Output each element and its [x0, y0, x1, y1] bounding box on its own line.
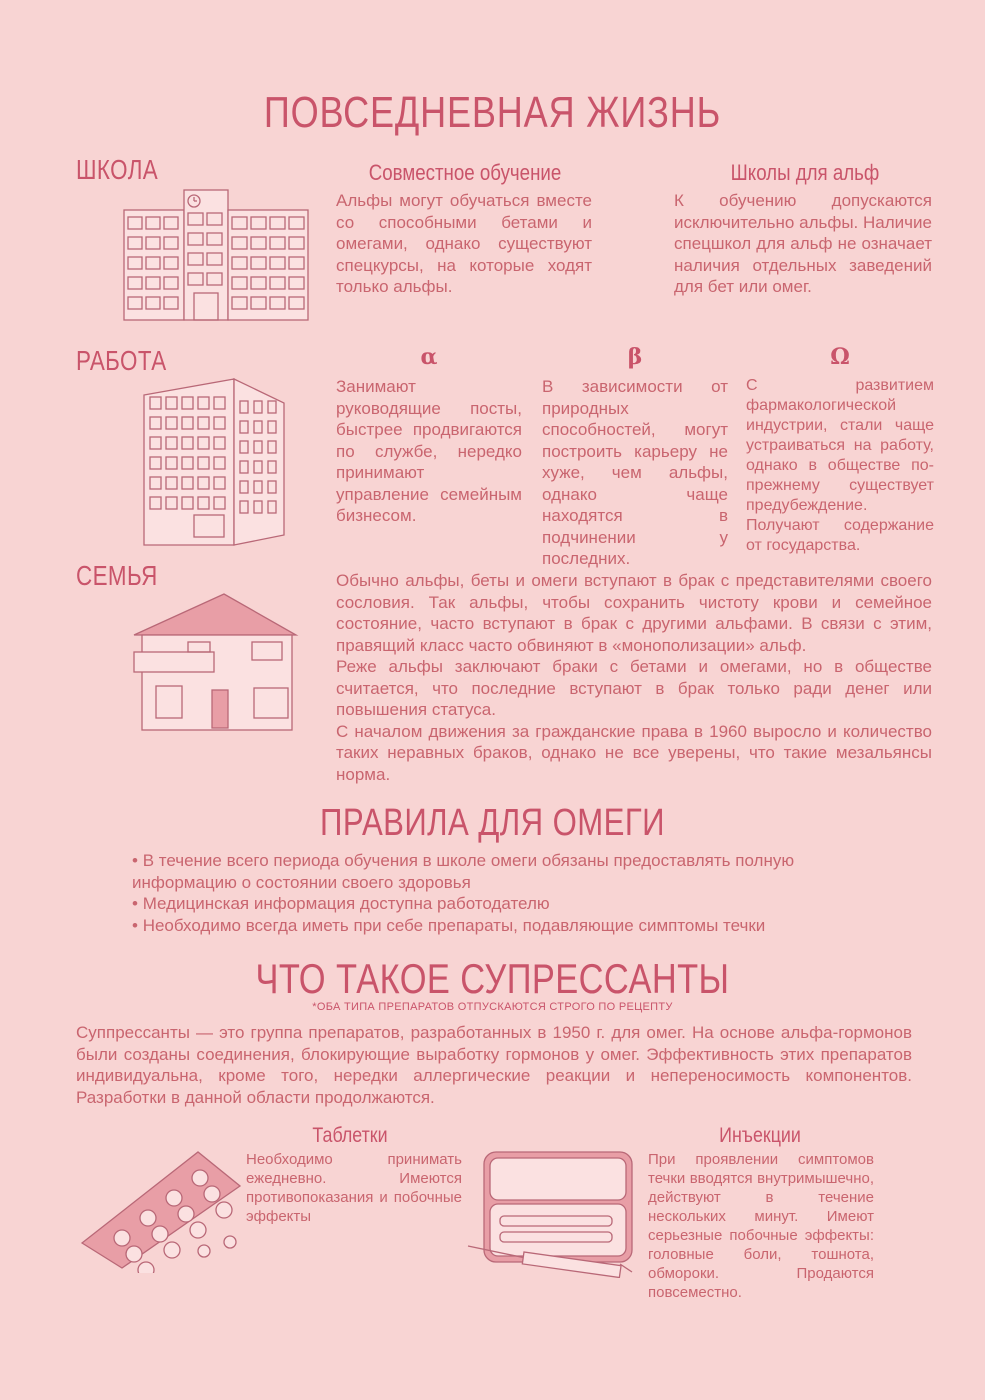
pills-text: Необходимо принимать ежедневно. Имеются противопоказания и побочные эффекты [246, 1151, 462, 1225]
work-omega-text: С развитием фармакологической индустрии, стали чаще устраиваться на работу, однако в обществе по-прежнему существует предубеждение. Получают содержание от государства. [746, 377, 934, 554]
injections-text: При проявлении симптомов течки вводятся внутримышечно, действуют в течение нескольких минут. Имеют серьезные побочные эффекты: головные боли, тошнота, обмороки. Продаются повсеместно. [648, 1151, 874, 1301]
work-beta-symbol: β [627, 344, 643, 370]
section-label-school: ШКОЛА [76, 154, 159, 185]
pills-heading: Таблетки [312, 1124, 388, 1147]
school-col1-text: Альфы могут обучаться вместе со способными бетами и омегами, однако существуют спецкурсы, на которые ходят только альфы. [336, 191, 592, 296]
school-col1-heading: Совместное обучение [368, 160, 562, 185]
section-label-work: РАБОТА [76, 345, 167, 376]
rules-item: • Необходимо всегда иметь при себе препараты, подавляющие симптомы течки [132, 915, 766, 935]
office-building-illustration [134, 375, 294, 547]
pill-blister-illustration [78, 1148, 248, 1273]
rules-list [132, 850, 852, 936]
school-col2-text: К обучению допускаются исключительно альфы. Наличие спецшкол для альф не означает наличия отдельных заведений для бет или омег. [674, 191, 932, 296]
family-paragraph: Реже альфы заключают браки с бетами и омегами, но в обществе считается, что последние вступают в брак только ради денег или повышения статуса. [336, 657, 932, 719]
suppressants-text: Суппрессанты — это группа препаратов, разработанных в 1950 г. для омег. На основе альфа-гормонов были созданы соединения, блокирующие выработку гормонов у омег. Эффективность этих препаратов индивидуальна, кроме того, нередки аллергические реакции и непереносимость компонентов. Разработки в данной области продолжаются. [76, 1023, 912, 1107]
family-paragraph: Обычно альфы, беты и омеги вступают в брак с представителями своего сословия. Так альфы, чтобы сохранить чистоту крови и семейное состояние, часто вступают в брак с другими альфами. В связи с этим, правящий класс часто обвиняют в «монополизации» альф. [336, 571, 932, 655]
work-alpha-text: Занимают руководящие посты, быстрее продвигаются по службе, нередко принимают управление семейным бизнесом. [336, 377, 522, 525]
injection-case-illustration [464, 1148, 636, 1278]
suppressants-title: ЧТО ТАКОЕ СУПРЕССАНТЫ [255, 955, 730, 1002]
section-label-family: СЕМЬЯ [76, 560, 158, 591]
injections-heading: Инъекции [719, 1124, 801, 1147]
school-building-illustration [118, 185, 318, 325]
school-col2-heading: Школы для альф [730, 160, 880, 185]
house-illustration [130, 590, 302, 735]
work-alpha-symbol: α [420, 344, 438, 370]
page-title: ПОВСЕДНЕВНАЯ ЖИЗНЬ [263, 88, 722, 137]
work-beta-text: В зависимости от природных способностей, могут построить карьеру не хуже, чем альфы, однако чаще находятся в подчинении у последних. [542, 377, 728, 568]
prescription-note: *ОБА ТИПА ПРЕПАРАТОВ ОТПУСКАЮТСЯ СТРОГО ПО РЕЦЕПТУ [312, 1001, 673, 1013]
rules-title: ПРАВИЛА ДЛЯ ОМЕГИ [320, 802, 665, 844]
rules-item: • Медицинская информация доступна работодателю [132, 894, 550, 913]
family-text-block [336, 570, 932, 785]
work-omega-symbol: Ω [830, 344, 850, 370]
rules-item: • В течение всего периода обучения в школе омеги обязаны предоставлять полную информацию о состоянии своего здоровья [132, 851, 795, 892]
family-paragraph: С началом движения за гражданские права в 1960 выросло и количество таких неравных браков, однако не все уверены, что такие мезальянсы норма. [336, 721, 932, 784]
